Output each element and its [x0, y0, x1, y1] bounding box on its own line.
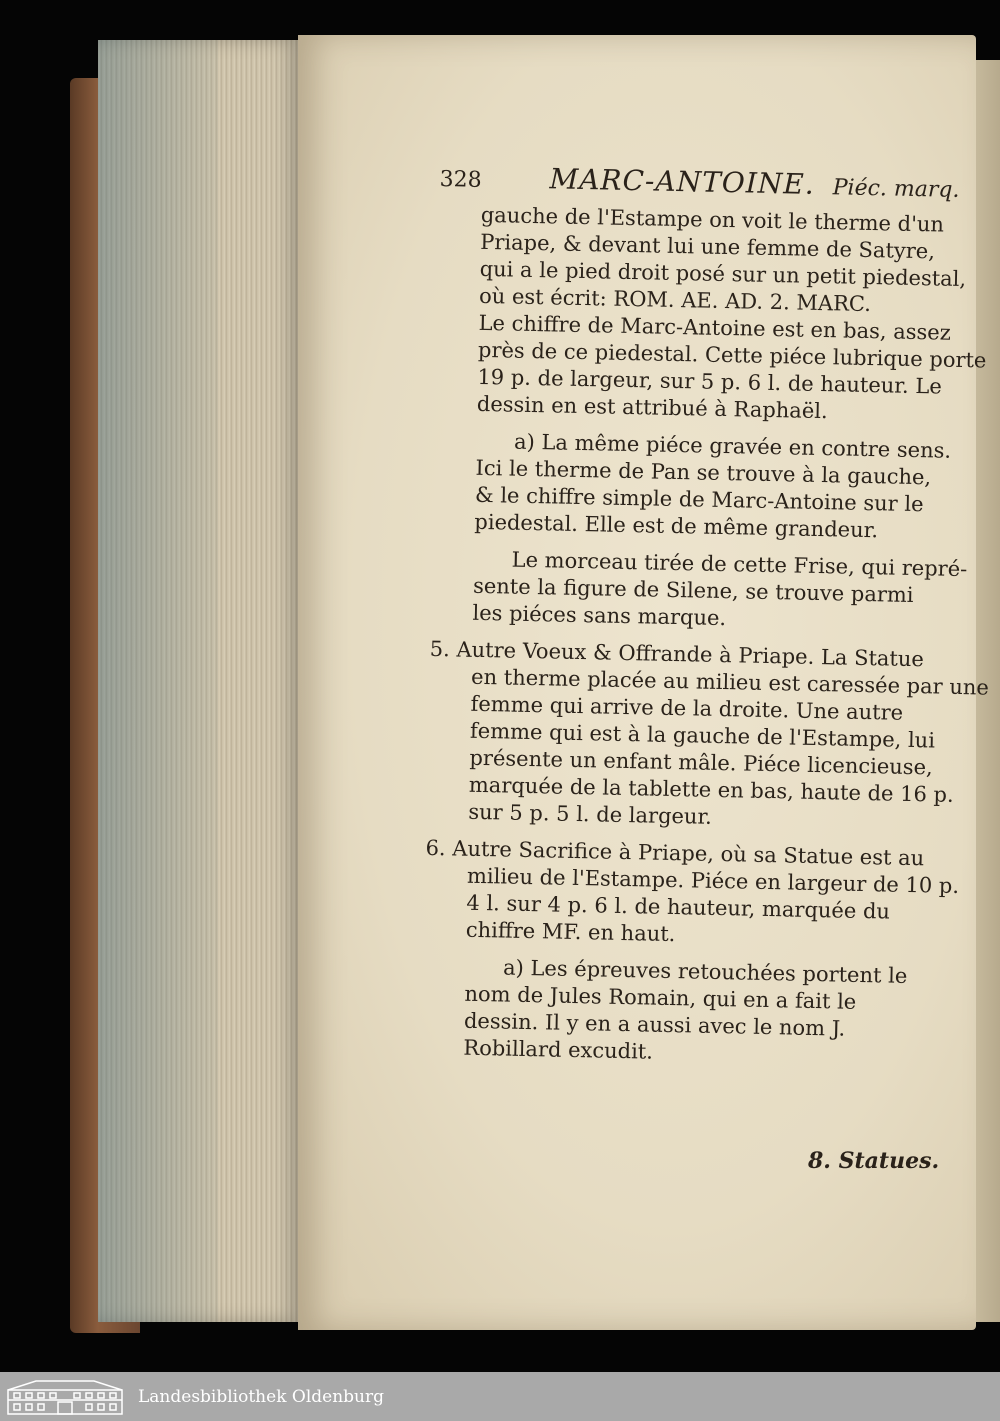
- text-line: Priape, & devant lui une femme de Satyre,: [480, 229, 936, 264]
- text-line: qui a le pied droit posé sur un petit piedestal,: [479, 256, 967, 292]
- text-line: femme qui arrive de la droite. Une autre: [470, 691, 904, 725]
- page-edge-tint: [98, 40, 218, 1322]
- catchword: 8. Statues.: [808, 1148, 940, 1174]
- page-number: 328: [439, 166, 482, 193]
- running-title: MARC-ANTOINE.: [549, 162, 816, 201]
- text-line: 4 l. sur 4 p. 6 l. de hauteur, marquée du: [466, 890, 891, 924]
- text-line: où est écrit: ROM. AE. AD. 2. MARC.: [478, 283, 872, 317]
- body-text: [421, 201, 990, 1072]
- text-line: a) La même piéce gravée en contre sens.: [513, 429, 952, 463]
- text-line: 6. Autre Sacrifice à Priape, où sa Statue est au: [425, 835, 925, 871]
- text-line: femme qui est à la gauche de l'Estampe, lui: [469, 718, 936, 753]
- text-line: chiffre MF. en haut.: [465, 917, 676, 947]
- footer-bar: [0, 1372, 1000, 1421]
- text-line: Le morceau tirée de cette Frise, qui repré-: [511, 547, 968, 582]
- text-line: gauche de l'Estampe on voit le therme d'un: [480, 202, 945, 237]
- text-line: marquée de la tablette en bas, haute de 16 p.: [468, 772, 954, 807]
- text-line: milieu de l'Estampe. Piéce en largeur de 10 p.: [466, 863, 960, 899]
- text-line: 5. Autre Voeux & Offrande à Priape. La Statue: [429, 636, 925, 672]
- text-line: présente un enfant mâle. Piéce licencieuse,: [469, 745, 933, 780]
- text-line: sente la figure de Silene, se trouve parmi: [472, 573, 914, 608]
- text-line: près de ce piedestal. Cette piéce lubrique porte: [477, 337, 987, 373]
- page-text-block: [421, 160, 990, 1072]
- text-line: Ici le therme de Pan se trouve à la gauche,: [475, 455, 932, 490]
- library-name: Landesbibliothek Oldenburg: [138, 1386, 385, 1407]
- section-tag: Piéc. marq.: [832, 175, 960, 203]
- text-line: Robillard excudit.: [463, 1035, 654, 1064]
- text-line: Le chiffre de Marc-Antoine est en bas, assez: [478, 310, 952, 345]
- text-line: piedestal. Elle est de même grandeur.: [474, 509, 879, 543]
- text-line: nom de Jules Romain, qui en a fait le: [464, 981, 857, 1014]
- text-line: dessin. Il y en a aussi avec le nom J.: [463, 1008, 846, 1041]
- library-building-icon: [6, 1377, 126, 1417]
- text-line: 19 p. de largeur, sur 5 p. 6 l. de hauteur. Le: [477, 364, 943, 399]
- text-line: en therme placée au milieu est caressée par une: [470, 664, 990, 700]
- text-line: sur 5 p. 5 l. de largeur.: [468, 799, 713, 829]
- text-line: dessin en est attribué à Raphaël.: [476, 391, 828, 424]
- text-line: a) Les épreuves retouchées portent le: [502, 955, 908, 988]
- text-line: & le chiffre simple de Marc-Antoine sur le: [474, 482, 924, 517]
- text-line: les piéces sans marque.: [472, 600, 727, 631]
